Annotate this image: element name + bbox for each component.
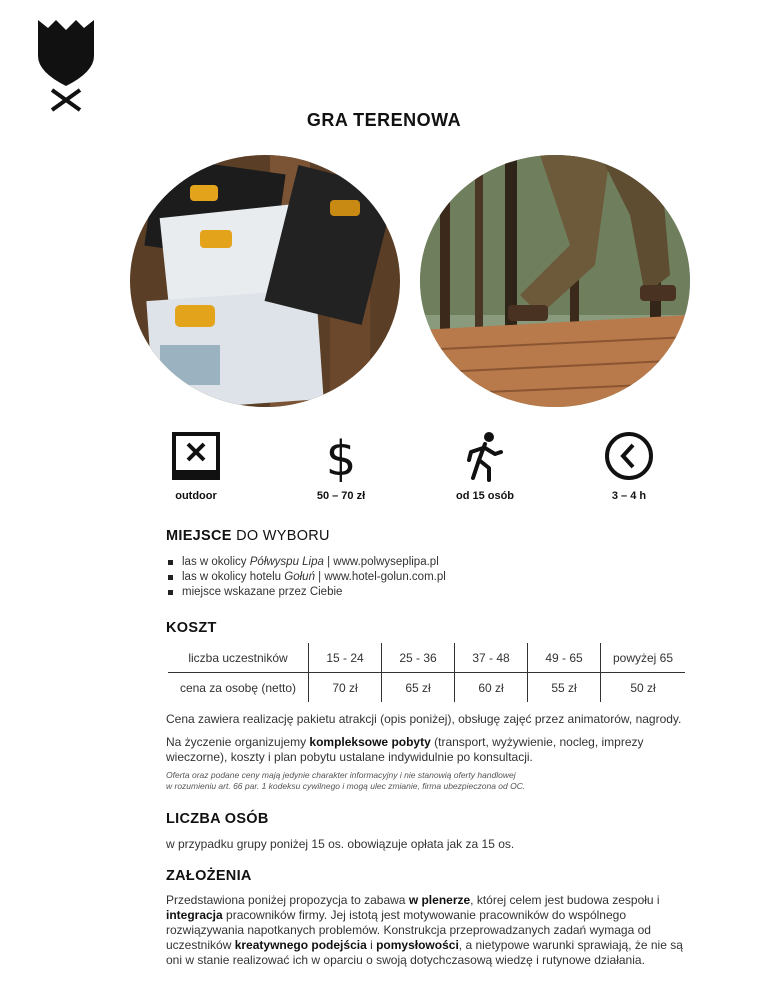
- icon-label-price: 50 – 70 zł: [316, 490, 366, 502]
- page-title: GRA TERENOWA: [306, 110, 462, 130]
- extra-offer: Na życzenie organizujemy kompleksowe pobyty (transport, wyżywienie, nocleg, imprezy wieczorne), koszty i plan pobytu ustalane indywidulnie po konsultacji.: [166, 735, 644, 764]
- cost-table: [168, 643, 685, 702]
- disclaimer-1: Oferta oraz podane ceny mają jedynie charakter informacyjny i nie stanowią oferty handlowej: [166, 770, 516, 780]
- crown-logo: [36, 20, 96, 112]
- icon-label-people: od 15 osób: [455, 490, 515, 502]
- disclaimer-2: w rozumieniu art. 66 par. 1 kodeksu cywilnego i mogą ulec zmianie, firma ubezpieczona od OC.: [166, 781, 526, 791]
- table-row: cena za osobę (netto) 70 zł 65 zł 60 zł 55 zł 50 zł: [168, 673, 685, 703]
- list-item: las w okolicy hotelu Gołuń | www.hotel-golun.com.pl: [166, 570, 446, 585]
- forest-walk-photo: [420, 155, 690, 407]
- dollar-icon: [315, 430, 367, 482]
- list-item: miejsce wskazane przez Ciebie: [166, 585, 446, 600]
- box-x-icon: [170, 430, 222, 482]
- assumptions-heading: ZAŁOŻENIA: [166, 868, 252, 884]
- cost-heading: KOSZT: [166, 620, 217, 636]
- icon-label-time: 3 – 4 h: [611, 490, 647, 502]
- place-list: [166, 555, 446, 600]
- assumptions-text: Przedstawiona poniżej propozycja to zabawa w plenerze, której celem jest budowa zespołu i integracja pracowników firmy. Jej istotą jest motywowanie pracowników do wspólnego rozwiązywania napotkanych problemów. Konstrukcja przeprowadzanych zadań wymaga od uczestników kreatywnego podejścia i pomysłowości, a nietypowe warunki sprawiają, że nie są oni w stanie realizować ich w oparciu o swoją dotychczasową wiedzę i rutynowe działania.: [166, 893, 683, 967]
- icon-label-outdoor: outdoor: [175, 490, 217, 502]
- list-item: las w okolicy Półwyspu Lipa | www.polwyseplipa.pl: [166, 555, 446, 570]
- table-row: liczba uczestników 15 - 24 25 - 36 37 - 48 49 - 65 powyżej 65: [168, 643, 685, 673]
- walking-person-icon: [459, 430, 511, 482]
- cost-note: Cena zawiera realizację pakietu atrakcji (opis poniżej), obsługę zajęć przez animatorów, nagrody.: [166, 712, 682, 726]
- gps-devices-photo: [130, 155, 400, 407]
- people-text: w przypadku grupy poniżej 15 os. obowiązuje opłata jak za 15 os.: [166, 837, 515, 851]
- svg-text:$: $: [325, 431, 357, 482]
- clock-back-icon: [603, 430, 655, 482]
- people-heading: LICZBA OSÓB: [166, 811, 269, 827]
- place-heading: MIEJSCE DO WYBORU: [166, 528, 330, 544]
